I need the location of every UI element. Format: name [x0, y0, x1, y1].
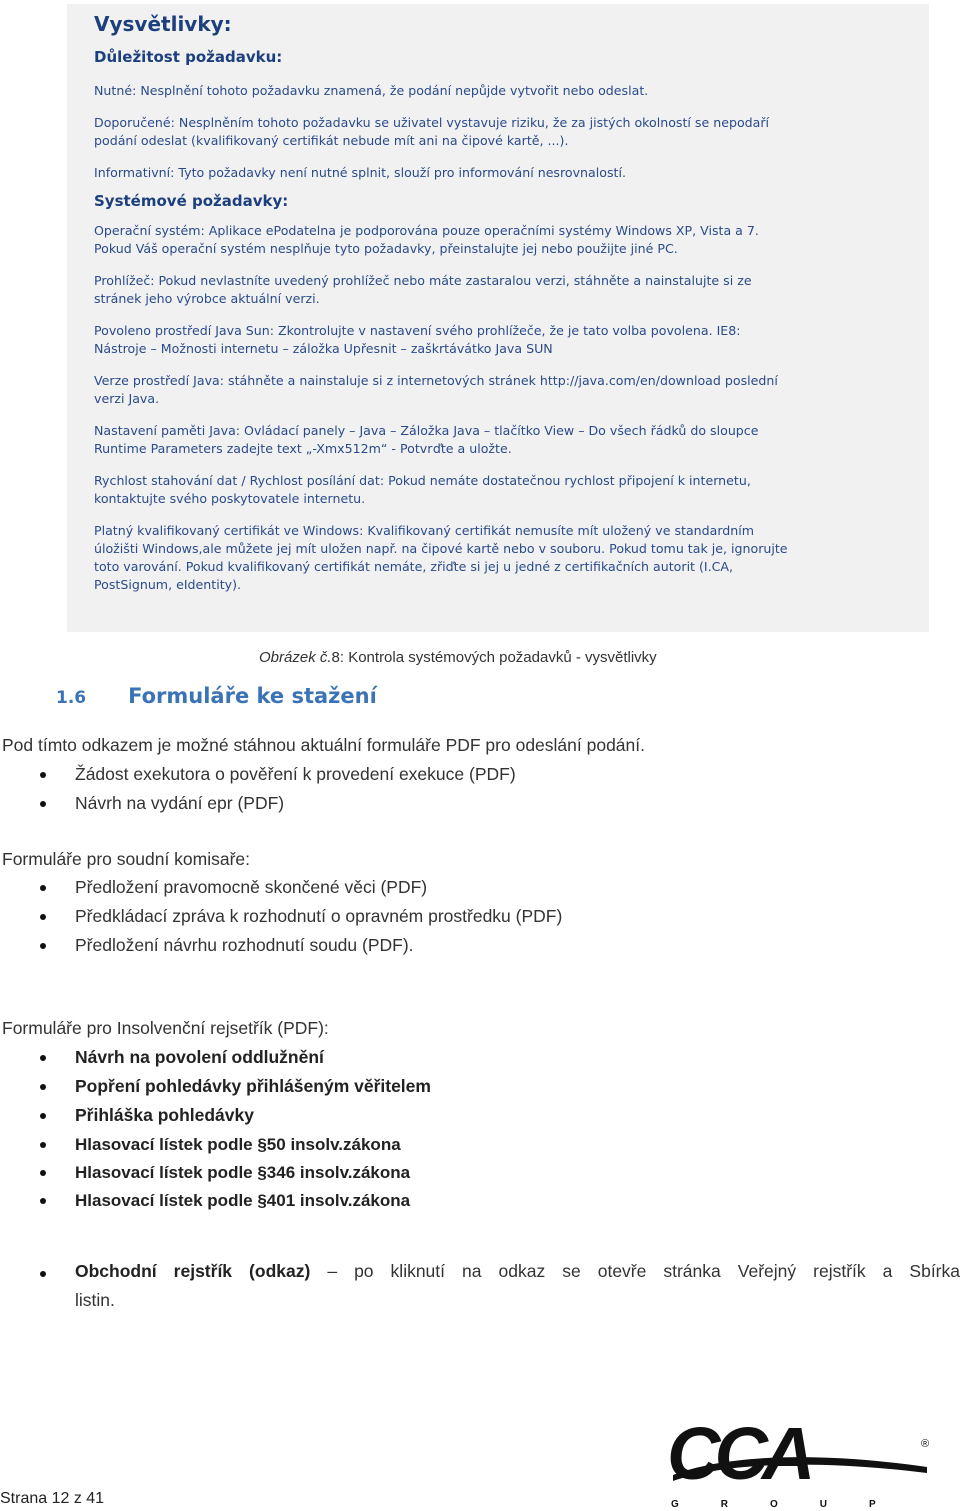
list-item[interactable]	[0, 902, 562, 931]
list-item-label: Návrh na povolení oddlužnění	[75, 1047, 324, 1067]
system-item: Operační systém: Aplikace ePodatelna je podporována pouze operačními systémy Windows XP, Vista a 7. Pokud Váš operační systém nesplňuje tyto požadavky, přeinstalujte jej nebo použijte jiné PC.	[94, 223, 759, 256]
system-item: Prohlížeč: Pokud nevlastníte uvedený prohlížeč nebo máte zastaralou verzi, stáhněte a nainstalujte si ze stránek jeho výrobce aktuální verzi.	[94, 273, 752, 306]
logo-text: CCA	[667, 1415, 810, 1495]
bullet-icon	[40, 1142, 46, 1148]
system-item: Nastavení paměti Java: Ovládací panely – Java – Záložka Java – tlačítko View – Do všech řádků do sloupce Runtime Parameters zadejte text „-Xmx512m“ - Potvrďte a uložte.	[94, 423, 759, 456]
section-title: Formuláře ke stažení	[128, 684, 377, 708]
importance-item: Doporučené: Nesplněním tohoto požadavku se uživatel vystavuje riziku, že za jistých okolností se nepodaří podání odeslat (kvalifikovaný certifikát nebude mít ani na čipové kartě, ...).	[94, 115, 770, 148]
system-item: Verze prostředí Java: stáhněte a nainstaluje si z internetových stránek http://java.com/en/download poslední verzi Java.	[94, 373, 778, 406]
list-item[interactable]	[0, 1043, 431, 1072]
list-item-label: Žádost exekutora o pověření k provedení exekuce (PDF)	[75, 764, 516, 784]
list-item[interactable]	[0, 931, 562, 960]
obchodni-description: – po kliknutí na odkaz se otevře stránka Veřejný rejstřík a Sbírka	[310, 1261, 960, 1281]
list-item-label: Popření pohledávky přihlášeným věřitelem	[75, 1076, 431, 1096]
intro-text: Pod tímto odkazem je možné stáhnou aktuální formuláře PDF pro odeslání podání.	[2, 735, 645, 755]
logo-registered-mark: ®	[921, 1438, 930, 1450]
bullet-icon	[40, 914, 46, 920]
figure-caption	[259, 649, 657, 666]
list-item-label: Návrh na vydání epr (PDF)	[75, 793, 285, 813]
bullet-icon	[40, 1113, 46, 1119]
bullet-icon	[40, 1084, 46, 1090]
bullet-icon	[40, 1055, 46, 1061]
list-item-label: Hlasovací lístek podle §401 insolv.zákona	[75, 1191, 411, 1210]
list-item-label: Předložení návrhu rozhodnutí soudu (PDF).	[75, 935, 414, 955]
exekutor-forms-list	[0, 760, 516, 818]
page-number: Strana 12 z 41	[0, 1490, 105, 1507]
importance-heading: Důležitost požadavku:	[94, 48, 283, 66]
hlasovaci-list	[0, 1130, 410, 1214]
bullet-icon	[40, 801, 46, 807]
bullet-icon	[40, 1271, 46, 1277]
list-item-label: Předkládací zpráva k rozhodnutí o opravném prostředku (PDF)	[75, 906, 563, 926]
soudni-heading: Formuláře pro soudní komisaře:	[2, 849, 251, 869]
bullet-icon	[40, 772, 46, 778]
bullet-icon	[40, 943, 46, 949]
obchodni-link-label[interactable]: Obchodní rejstřík (odkaz)	[75, 1261, 311, 1281]
system-item: Platný kvalifikovaný certifikát ve Windows: Kvalifikovaný certifikát nemusíte mít uložený ve standardním úložišti Windows,ale můžete jej mít uložen např. na čipové kartě nebo v souboru. Pokud tomu tak je, ignorujte toto varování. Pokud kvalifikovaný certifikát nemáte, zřiďte si jej u jedné z certifikačních autorit (I.CA, PostSignum, eIdentity).	[94, 523, 788, 592]
list-item-label: Předložení pravomocně skončené věci (PDF)	[75, 877, 428, 897]
legend-title: Vysvětlivky:	[94, 12, 232, 36]
logo-subtext: GROUP	[671, 1499, 918, 1510]
list-item[interactable]	[0, 1158, 410, 1186]
bullet-icon	[40, 1198, 46, 1204]
caption-prefix: Obrázek č.	[259, 649, 332, 666]
obchodni-line	[75, 1261, 960, 1282]
list-item[interactable]	[0, 1186, 410, 1214]
embedded-screenshot	[67, 4, 929, 632]
obchodni-description-cont: listin.	[75, 1290, 115, 1310]
system-heading: Systémové požadavky:	[94, 192, 289, 210]
list-item-label: Hlasovací lístek podle §346 insolv.zákona	[75, 1163, 411, 1182]
list-item[interactable]	[0, 873, 562, 902]
bullet-icon	[40, 1170, 46, 1176]
system-item: Povoleno prostředí Java Sun: Zkontrolujte v nastavení svého prohlížeče, že je tato volba povolena. IE8: Nástroje – Možnosti internetu – záložka Upřesnit – zaškrtávátko Java SUN	[94, 323, 741, 356]
list-item[interactable]	[0, 789, 516, 818]
importance-item: Informativní: Tyto požadavky není nutné splnit, slouží pro informování nesrovnalostí.	[94, 165, 626, 180]
bullet-icon	[40, 885, 46, 891]
caption-text: 8: Kontrola systémových požadavků - vysvětlivky	[331, 649, 657, 666]
system-item: Rychlost stahování dat / Rychlost posílání dat: Pokud nemáte dostatečnou rychlost připojení k internetu, kontaktujte svého poskytovatele internetu.	[94, 473, 751, 506]
insolv-forms-list	[0, 1043, 431, 1130]
list-item[interactable]	[0, 1072, 431, 1101]
importance-item: Nutné: Nesplnění tohoto požadavku znamená, že podání nepůjde vytvořit nebo odeslat.	[94, 83, 649, 98]
soudni-forms-list	[0, 873, 562, 960]
list-item-label: Přihláška pohledávky	[75, 1105, 254, 1125]
list-item-label: Hlasovací lístek podle §50 insolv.zákona	[75, 1135, 401, 1154]
section-heading	[56, 684, 377, 708]
list-item[interactable]	[0, 760, 516, 789]
list-item[interactable]	[0, 1101, 431, 1130]
section-number: 1.6	[56, 688, 87, 708]
insolv-heading: Formuláře pro Insolvenční rejsetřík (PDF):	[2, 1018, 329, 1038]
list-item[interactable]	[0, 1130, 410, 1158]
cca-group-logo	[665, 1415, 945, 1511]
cca-logo-graphic	[667, 1415, 929, 1510]
